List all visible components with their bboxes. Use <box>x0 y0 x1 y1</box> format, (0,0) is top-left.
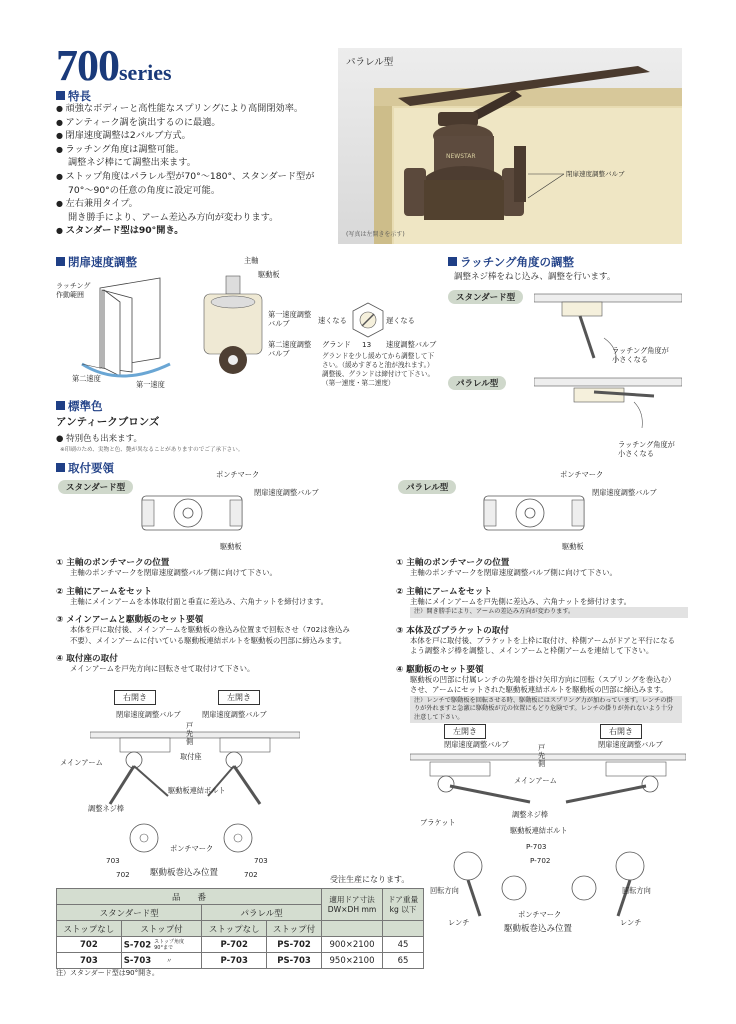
par-wrench-label-2: レンチ <box>620 918 642 927</box>
table-footnote: 注）スタンダード型は90°開き。 <box>56 969 159 977</box>
par-rot-dir-label: 回転方向 <box>430 886 459 895</box>
product-table <box>56 888 424 969</box>
photo-label: パラレル型 <box>346 57 394 68</box>
std-step-body: メインアームを戸先方向に回転させて取付けて下さい。 <box>70 664 255 673</box>
install-parallel-pill: パラレル型 <box>398 480 456 494</box>
std-right-open-tab: 右開き <box>114 690 156 705</box>
par-bracket-label: ブラケット <box>420 818 456 827</box>
latching-range-label: ラッチング作動範囲 <box>56 282 91 299</box>
std-punch-mark-label-2: ポンチマーク <box>170 844 214 853</box>
par-step-title: ② 主軸にアームをセット <box>396 586 492 597</box>
features-heading: 特長 <box>56 88 91 104</box>
cell-par-stop: PS-703 <box>267 953 322 969</box>
feature-sub: 70°～90°の任意の角度に設定可能。 <box>68 184 221 196</box>
cell-weight: 45 <box>383 937 424 953</box>
par-valve-label-2: 閉扉速度調整バルブ <box>444 740 509 749</box>
speed1-label: 第一速度 <box>136 380 165 389</box>
th-parallel: パラレル型 <box>202 905 322 921</box>
main-shaft-label: 主軸 <box>244 256 259 265</box>
latching-smaller-label-2: ラッチング角度が小さくなる <box>618 440 675 458</box>
cell-size: 900×2100 <box>322 937 383 953</box>
std-main-arm-label: メインアーム <box>60 758 103 767</box>
features-list <box>56 102 336 238</box>
parallel-steps <box>396 556 688 723</box>
valve1-label: 第一速度調整バルブ <box>268 310 312 328</box>
order-note: 受注生産になります。 <box>330 875 410 884</box>
cell-std-stop: S-703 〃 <box>121 953 202 969</box>
std-702-label: 702 <box>116 870 130 879</box>
install-parallel-top-diagram <box>480 482 588 544</box>
std-drive-plate-label: 駆動板 <box>220 542 242 551</box>
std-step-body: 主軸にメインアームを本体取付面と垂直に差込み、六角ナットを締付けます。 <box>70 596 329 606</box>
th-std-stop: ストップ付 <box>121 921 202 937</box>
page-title <box>56 40 172 91</box>
par-step-body: 主軸にメインアームを戸先側に差込み、六角ナットを締付けます。 <box>410 596 632 606</box>
slow-label: 遅くなる <box>386 316 415 325</box>
photo-caption: (写真は左開きを示す) <box>346 231 405 238</box>
par-step-body: 駆動板の凹部に付属レンチの先端を掛け矢印方向に回転（スプリングを巻込む）させ、アームにセットされた駆動板連結ボルトを駆動板の凹部に締込みます。 <box>410 674 676 694</box>
photo-valve-label: 閉扉速度調整バルブ <box>566 170 625 178</box>
latching-desc: 調整ネジ棒をねじ込み、調整を行います。 <box>454 272 616 282</box>
std-703-label-2: 703 <box>254 856 268 865</box>
par-step-title: ③ 本体及びブラケットの取付 <box>396 625 509 636</box>
table-row <box>57 937 424 953</box>
th-size: 適用ドア寸法DW×DH mm <box>322 889 383 921</box>
drive-plate-label: 駆動板 <box>258 270 280 279</box>
latching-standard-pill: スタンダード型 <box>448 290 523 304</box>
par-adjust-rod-label: 調整ネジ棒 <box>512 810 548 819</box>
cell-std: 703 <box>57 953 122 969</box>
par-step-title: ① 主軸のポンチマークの位置 <box>396 558 510 568</box>
std-link-bolt-label: 駆動板連結ボルト <box>168 786 226 795</box>
color-name: アンティークブロンズ <box>56 416 160 428</box>
std-702-label-2: 702 <box>244 870 258 879</box>
closer-body-diagram <box>196 268 276 386</box>
cell-std-stop: S-702 ストップ角度90°まで <box>121 937 202 953</box>
install-standard-pill: スタンダード型 <box>58 480 133 494</box>
gland-note: グランドを少し緩めてから調整して下さい。（緩めすぎると油が洩れます。）調整後、グランドは締付けて下さい。（第一速度・第二速度） <box>322 352 435 387</box>
th-weight: ドア重量 kg 以下 <box>383 889 424 921</box>
series-word: series <box>119 60 172 85</box>
std-step-title: ③ メインアームと駆動板のセット要領 <box>56 615 204 625</box>
par-step-note: 注）開き勝手により、アームの差込み方向が変わります。 <box>410 607 688 618</box>
std-valve-label-3: 閉扉速度調整バルブ <box>202 710 267 719</box>
cell-par: P-702 <box>202 937 267 953</box>
par-step-title: ④ 駆動板のセット要領 <box>396 664 484 675</box>
brand-mark: NEWSTAR <box>446 153 476 160</box>
feature-item: ● スタンダード型は90°開き。 <box>56 224 336 238</box>
par-wrench-label: レンチ <box>448 918 470 927</box>
feature-item: ● 頑強なボディーと高性能なスプリングにより高開閉効率。 <box>56 102 336 116</box>
series-number: 700 <box>56 41 119 90</box>
par-main-arm-label: メインアーム <box>514 776 557 785</box>
std-adjust-rod-label: 調整ネジ棒 <box>88 804 124 813</box>
par-valve-label-3: 閉扉速度調整バルブ <box>598 740 663 749</box>
std-door-side-label: 戸先側 <box>186 721 194 746</box>
latching-parallel-pill: パラレル型 <box>448 376 506 390</box>
install-standard-top-diagram <box>138 482 246 544</box>
feature-item: ● ストップ角度はパラレル型が70°～180°、スタンダード型が <box>56 170 336 184</box>
product-photo <box>338 48 682 244</box>
std-punch-mark-label: ポンチマーク <box>216 470 260 479</box>
par-door-side-label: 戸先側 <box>538 743 546 768</box>
std-mount-seat-label: 取付座 <box>180 752 202 761</box>
th-par-nostop: ストップなし <box>202 921 267 937</box>
std-step-title: ② 主軸にアームをセット <box>56 586 152 597</box>
color-heading: 標準色 <box>56 398 103 414</box>
par-p702-label: P-702 <box>530 856 551 865</box>
latching-parallel-diagram <box>534 372 682 442</box>
feature-item: ● アンティーク調を演出するのに最適。 <box>56 116 336 130</box>
par-rot-dir-label-2: 回転方向 <box>622 886 651 895</box>
par-wind-position-label: 駆動板巻込み位置 <box>504 924 573 934</box>
feature-item: ● 左右兼用タイプ。 <box>56 197 336 211</box>
par-step-body: 本体を戸に取付後、ブラケットを上枠に取付け、枠側アームがドアと平行になるよう調整ネジ棒を調整し、メインアームと枠側アームを連結して下さい。 <box>410 635 675 655</box>
valve2-label: 第二速度調整バルブ <box>268 340 312 358</box>
gland-label: グランド <box>322 340 351 349</box>
cell-std: 702 <box>57 937 122 953</box>
table-row <box>57 953 424 969</box>
latching-heading: ラッチング角度の調整 <box>448 254 574 270</box>
valve-adjust-icon <box>348 300 388 340</box>
latching-smaller-label: ラッチング角度が小さくなる <box>612 346 669 364</box>
par-step-warning: 注）レンチで駆動板を回転させる時、駆動板にはスプリング力が加わっています。レンチの掛りが外れますと急激に駆動板が元の位置にもどり危険です。レンチの掛りが外れないよう十分注意して下さい。 <box>410 696 682 724</box>
std-wind-position-label: 駆動板巻込み位置 <box>150 868 219 878</box>
par-valve-label: 閉扉速度調整バルブ <box>592 488 657 497</box>
feature-sub: 開き勝手により、アーム差込み方向が変わります。 <box>68 211 279 223</box>
cell-size: 950×2100 <box>322 953 383 969</box>
std-step-body: 主軸のポンチマークを閉扉速度調整バルブ側に向けて下さい。 <box>70 568 277 577</box>
install-heading: 取付要領 <box>56 460 114 476</box>
std-703-label: 703 <box>106 856 120 865</box>
std-step-body: 本体を戸に取付後、メインアームを駆動板の巻込み位置まで回転させ（702は巻込み不要）、メインアームに付いている駆動板連結ボルトを駆動板の凹部に締込みます。 <box>70 625 350 645</box>
par-drive-plate-label: 駆動板 <box>562 542 584 551</box>
fast-label: 速くなる <box>318 316 347 325</box>
color-fine-print: ※印刷のため、実物と色、艶が異なることがありますのでご了承下さい。 <box>60 447 244 453</box>
std-left-open-tab: 左開き <box>218 690 260 705</box>
par-link-bolt-label: 駆動板連結ボルト <box>510 826 568 835</box>
th-par-stop: ストップ付 <box>267 921 322 937</box>
dim-label: 13 <box>362 340 372 349</box>
closing-speed-heading: 閉扉速度調整 <box>56 254 137 270</box>
th-standard: スタンダード型 <box>57 905 202 921</box>
std-step-title: ④ 取付座の取付 <box>56 654 118 664</box>
speed2-label: 第二速度 <box>72 374 101 383</box>
cell-par: P-703 <box>202 953 267 969</box>
feature-item: ● 閉扉速度調整は2バルブ方式。 <box>56 129 336 143</box>
door-closer-photo <box>338 48 682 244</box>
par-right-open-tab: 右開き <box>600 724 642 739</box>
par-punch-mark-label: ポンチマーク <box>560 470 604 479</box>
feature-item: ● ラッチング角度は調整可能。 <box>56 143 336 157</box>
color-special: ● 特別色も出来ます。 <box>56 434 142 444</box>
par-p703-label: P-703 <box>526 842 547 851</box>
par-left-open-tab: 左開き <box>444 724 486 739</box>
std-valve-label: 閉扉速度調整バルブ <box>254 488 319 497</box>
cell-weight: 65 <box>383 953 424 969</box>
feature-sub: 調整ネジ棒にて調整出来ます。 <box>68 157 196 169</box>
th-std-nostop: ストップなし <box>57 921 122 937</box>
speed-valve-label: 速度調整バルブ <box>386 340 437 349</box>
standard-steps <box>56 556 356 675</box>
par-step-body: 主軸のポンチマークを閉扉速度調整バルブ側に向けて下さい。 <box>410 568 617 577</box>
cell-par-stop: PS-702 <box>267 937 322 953</box>
std-valve-label-2: 閉扉速度調整バルブ <box>116 710 181 719</box>
std-step-title: ① 主軸のポンチマークの位置 <box>56 558 170 568</box>
th-product: 品 番 <box>57 889 322 905</box>
par-punch-mark-label-2: ポンチマーク <box>518 910 562 919</box>
